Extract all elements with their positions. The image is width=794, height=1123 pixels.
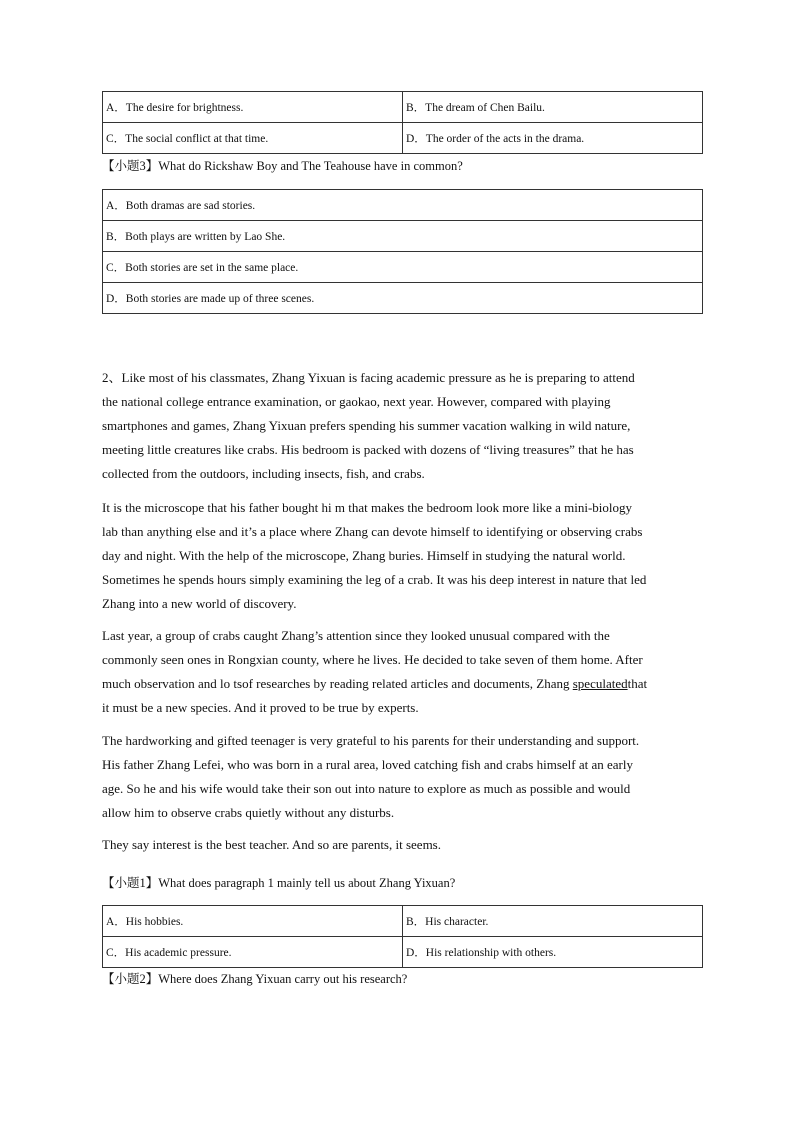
paragraph-3 <box>102 624 712 720</box>
text-line: age. So he and his wife would take their son out into nature to explore as much as possible and would <box>102 781 631 796</box>
text-line: 2、Like most of his classmates, Zhang Yixuan is facing academic pressure as he is preparing to attend <box>102 370 635 385</box>
text-line: The hardworking and gifted teenager is very grateful to his parents for their understanding and support. <box>102 733 640 748</box>
text-segment: that <box>627 676 648 691</box>
text-line: it must be a new species. And it proved to be true by experts. <box>102 700 419 715</box>
text-line: It is the microscope that his father bought hi m that makes the bedroom look more like a mini-biology <box>102 500 632 515</box>
text-line: Last year, a group of crabs caught Zhang’s attention since they looked unusual compared with the <box>102 628 610 643</box>
paragraph-4 <box>102 729 712 825</box>
option-a[interactable]: A．His hobbies. <box>103 906 403 937</box>
text-line <box>102 672 712 696</box>
question-1-options <box>102 905 703 968</box>
text-line: allow him to observe crabs quietly without any disturbs. <box>102 805 395 820</box>
text-line: commonly seen ones in Rongxian county, where he lives. He decided to take seven of them home. After <box>102 652 643 667</box>
question-3-label: 【小题3】What do Rickshaw Boy and The Teahouse have in common? <box>102 159 463 173</box>
option-d[interactable]: D．The order of the acts in the drama. <box>403 123 703 154</box>
question-1-label: 【小题1】What does paragraph 1 mainly tell us about Zhang Yixuan? <box>102 876 456 890</box>
paragraph-1 <box>102 366 712 486</box>
option-d[interactable]: D．Both stories are made up of three scenes. <box>103 283 703 314</box>
option-b[interactable]: B．The dream of Chen Bailu. <box>403 92 703 123</box>
text-line: smartphones and games, Zhang Yixuan prefers spending his summer vacation walking in wild nature, <box>102 418 631 433</box>
text-line: meeting little creatures like crabs. His bedroom is packed with dozens of “living treasures” that he has <box>102 442 634 457</box>
text-line: collected from the outdoors, including insects, fish, and crabs. <box>102 466 425 481</box>
option-b[interactable]: B．Both plays are written by Lao She. <box>103 221 703 252</box>
text-line: Zhang into a new world of discovery. <box>102 596 297 611</box>
option-c[interactable]: C．Both stories are set in the same place. <box>103 252 703 283</box>
text-line: the national college entrance examination, or gaokao, next year. However, compared with playing <box>102 394 611 409</box>
text-line: Sometimes he spends hours simply examining the leg of a crab. It was his deep interest in nature that led <box>102 572 647 587</box>
previous-question-options <box>102 91 703 154</box>
text-segment: much observation and lo tsof researches by reading related articles and documents, Zhang <box>102 676 573 691</box>
question-2-label: 【小题2】Where does Zhang Yixuan carry out his research? <box>102 972 408 986</box>
text-line: day and night. With the help of the microscope, Zhang buries. Himself in studying the natural world. <box>102 548 626 563</box>
option-a[interactable]: A．The desire for brightness. <box>103 92 403 123</box>
paragraph-5 <box>102 833 712 857</box>
text-line: lab than anything else and it’s a place where Zhang can devote himself to identifying or observing crabs <box>102 524 643 539</box>
underlined-word: speculated <box>572 676 628 691</box>
option-d[interactable]: D．His relationship with others. <box>403 937 703 968</box>
option-b[interactable]: B．His character. <box>403 906 703 937</box>
question-3-options <box>102 189 703 314</box>
option-a[interactable]: A．Both dramas are sad stories. <box>103 190 703 221</box>
text-line: They say interest is the best teacher. And so are parents, it seems. <box>102 837 441 852</box>
option-c[interactable]: C．The social conflict at that time. <box>103 123 403 154</box>
option-c[interactable]: C．His academic pressure. <box>103 937 403 968</box>
paragraph-2 <box>102 496 712 616</box>
text-line: His father Zhang Lefei, who was born in a rural area, loved catching fish and crabs himself at an early <box>102 757 633 772</box>
